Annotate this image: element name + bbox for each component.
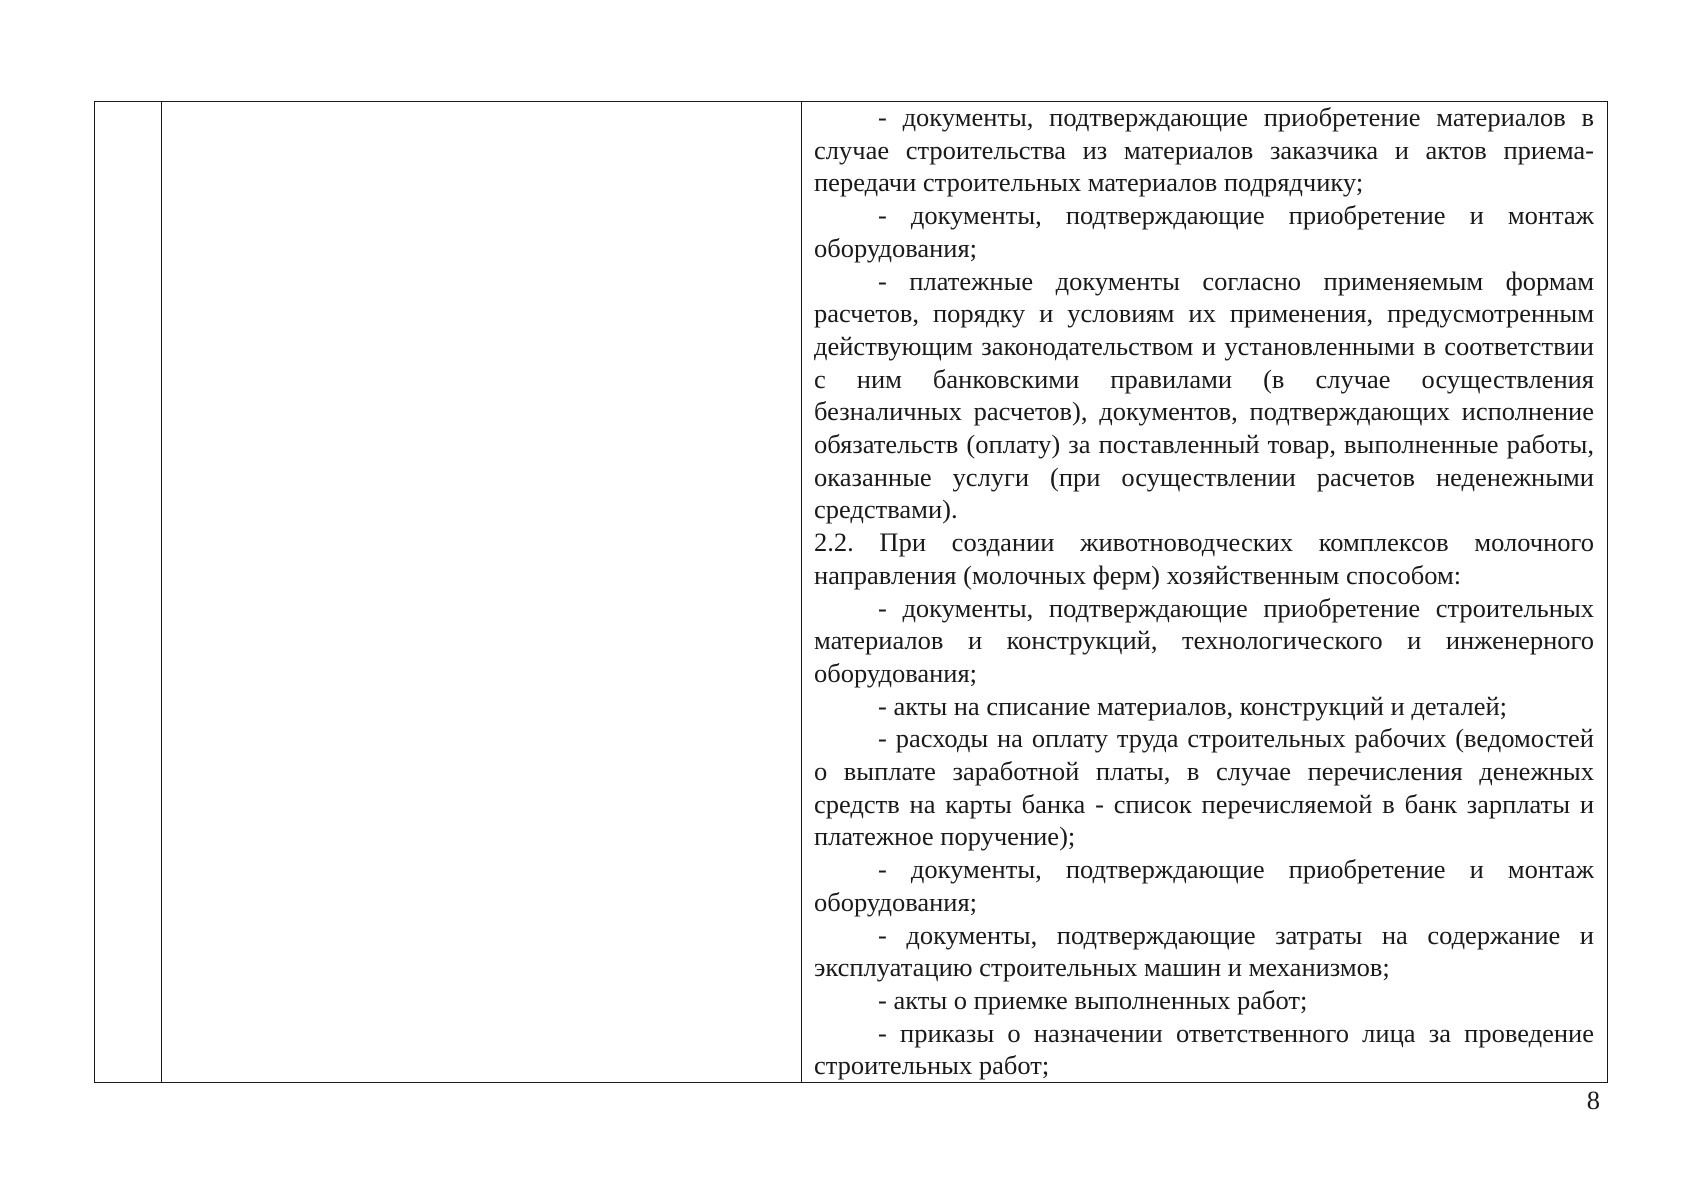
paragraph-5: - документы, подтверждающие приобретение строительных материалов и конструкций, технологического и инженерного оборудования; bbox=[814, 592, 1594, 688]
paragraph-2: - документы, подтверждающие приобретение и монтаж оборудования; bbox=[814, 200, 1594, 263]
table-text-cell bbox=[814, 101, 1594, 1083]
paragraph-6: - акты на списание материалов, конструкций и деталей; bbox=[878, 690, 1508, 721]
paragraph-9: - документы, подтверждающие затраты на содержание и эксплуатацию строительных машин и механизмов; bbox=[814, 919, 1594, 983]
paragraph-10: - акты о приемке выполненных работ; bbox=[878, 984, 1308, 1015]
paragraph-8: - документы, подтверждающие приобретение и монтаж оборудования; bbox=[814, 854, 1594, 917]
paragraph-1: - документы, подтверждающие приобретение материалов в случае строительства из материалов заказчика и актов приема-передачи строительных материалов подрядчику; bbox=[814, 102, 1594, 198]
paragraph-11: - приказы о назначении ответственного лица за проведение строительных работ; bbox=[814, 1017, 1594, 1081]
table-column-divider-1 bbox=[161, 102, 162, 1082]
paragraph-3: - платежные документы согласно применяемым формам расчетов, порядку и условиям их применения, предусмотренным действующим законодательством и установленными в соответствии с ним банковскими правилами (в случае осуществления безналичных расчетов), документов, подтверждающих исполнение обязательств (оплату) за поставленный товар, выполненные работы, оказанные услуги (при осуществлении расчетов неденежными средствами). bbox=[814, 265, 1594, 525]
page-number: 8 bbox=[1586, 1085, 1600, 1115]
paragraph-7: - расходы на оплату труда строительных рабочих (ведомостей о выплате заработной платы, в случае перечисления денежных средств на карты банка - список перечисляемой в банк зарплаты и платежное поручение); bbox=[814, 723, 1594, 852]
paragraph-4-section-heading: 2.2. При создании животноводческих комплексов молочного направления (молочных ферм) хозяйственным способом: bbox=[814, 527, 1594, 590]
table-column-divider-2 bbox=[801, 102, 802, 1082]
